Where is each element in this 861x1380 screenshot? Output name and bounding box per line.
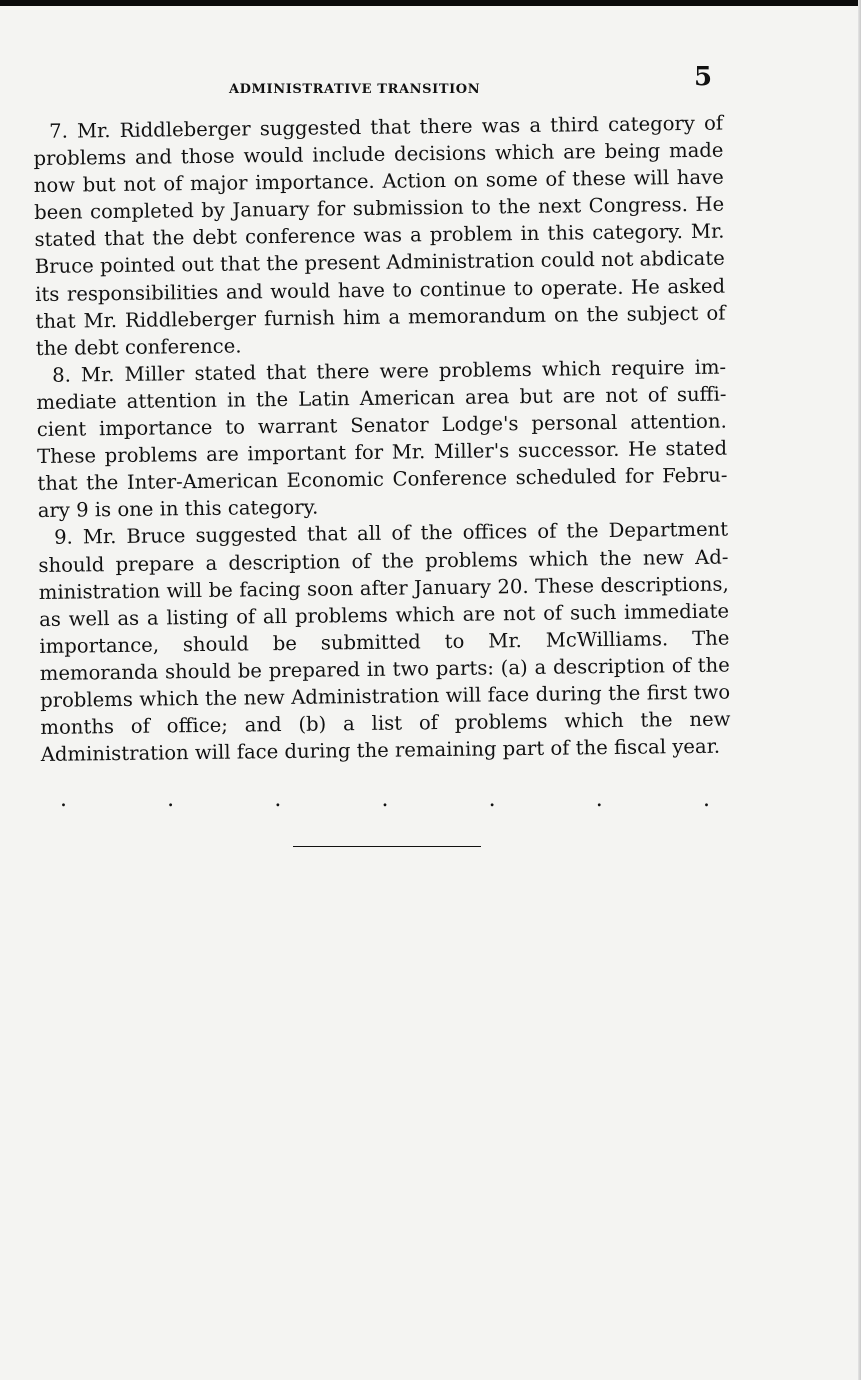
page-top-border [0, 0, 861, 6]
section-divider [293, 846, 481, 847]
paragraph-8: 8. Mr. Miller stated that there were problems which require immediate attention in the Latin American area but are not of sufficient importance to warrant Senator Lodge's personal attention. These problems are important for Mr. Miller's successor. He stated that the Inter-American Economic Conference scheduled for February 9 is one in this category. [36, 355, 728, 523]
ellipsis-dot: . [381, 787, 389, 812]
running-title: ADMINISTRATIVE TRANSITION [229, 82, 481, 97]
page-number: 5 [694, 62, 713, 92]
ellipsis-dot: . [488, 787, 496, 812]
ellipsis-dot: . [60, 787, 67, 812]
ellipsis-dot: . [274, 787, 282, 812]
running-header [0, 62, 861, 102]
body-text [33, 110, 731, 769]
ellipsis-dot: . [595, 787, 603, 812]
paragraph-7: 7. Mr. Riddleberger suggested that there was a third category of problems and those would include decisions which are being made now but not of major importance. Action on some of these will have been completed by January for submission to the next Congress. He stated that the debt conference was a problem in this category. Mr. Bruce pointed out that the present Administration could not abdicate its responsibilities and would have to continue to operate. He asked that Mr. Riddleberger furnish him a memorandum on the subject of the debt conference. [33, 111, 726, 360]
ellipsis-dot: . [702, 787, 710, 812]
omission-ellipsis [60, 787, 710, 812]
ellipsis-dot: . [167, 787, 175, 812]
paragraph-9: 9. Mr. Bruce suggested that all of the offices of the Department should prepare a description of the problems which the new Administration will be facing soon after January 20. These descriptions, as well as a listing of all problems which are not of such immediate importance, should be submitted to Mr. McWilliams. The memoranda should be prepared in two parts: (a) a description of the problems which the new Administration will face during the first two months of office; and (b) a list of problems which the new Administration will face during the remaining part of the fiscal year. [38, 517, 731, 767]
